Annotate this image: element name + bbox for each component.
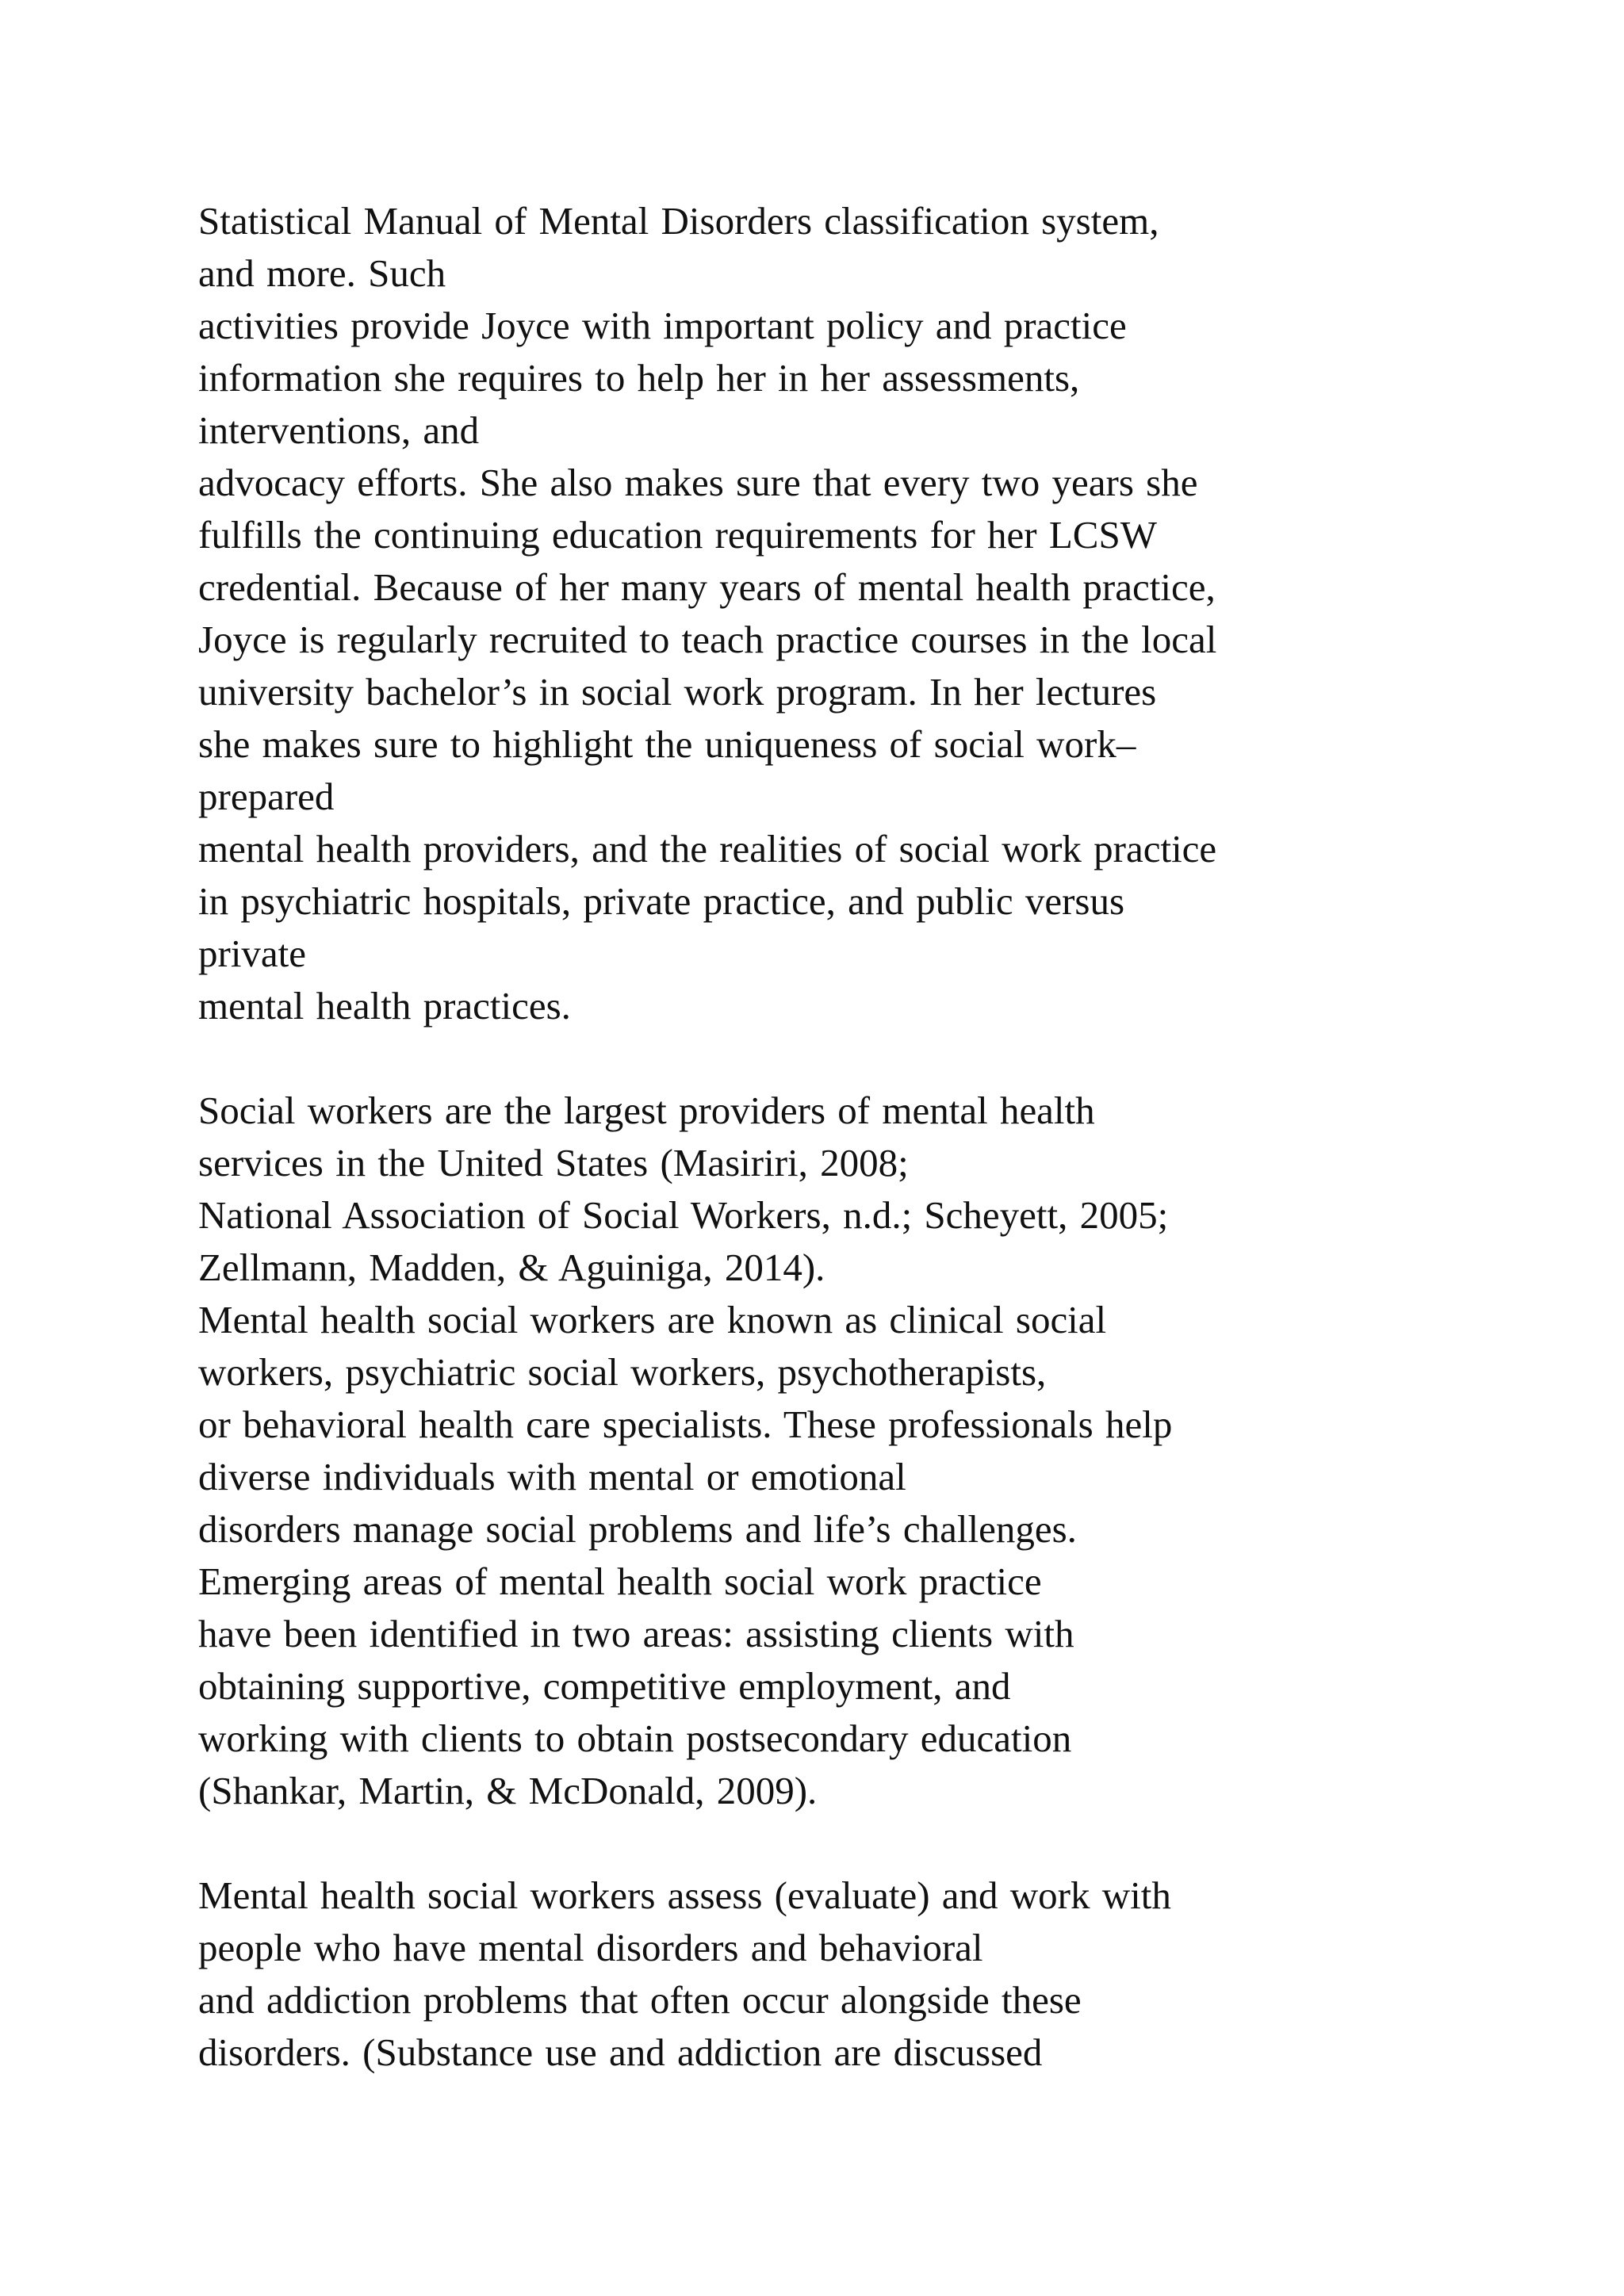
text-line: interventions, and bbox=[198, 408, 480, 452]
text-line: disorders. (Substance use and addiction are discussed bbox=[198, 2030, 1043, 2074]
text-line: Mental health social workers assess (evaluate) and work with bbox=[198, 1873, 1171, 1917]
text-line: obtaining supportive, competitive employment, and bbox=[198, 1664, 1011, 1708]
text-line: working with clients to obtain postsecondary education bbox=[198, 1716, 1072, 1760]
text-line: advocacy efforts. She also makes sure that every two years she bbox=[198, 461, 1198, 504]
text-line: (Shankar, Martin, & McDonald, 2009). bbox=[198, 1769, 818, 1812]
paragraph-gap bbox=[198, 1032, 1546, 1085]
paragraph-2 bbox=[198, 1085, 1546, 1817]
text-line: fulfills the continuing education requirements for her LCSW bbox=[198, 513, 1157, 557]
text-line: information she requires to help her in her assessments, bbox=[198, 356, 1080, 400]
text-line: diverse individuals with mental or emotional bbox=[198, 1455, 906, 1498]
text-line: Zellmann, Madden, & Aguiniga, 2014). bbox=[198, 1246, 825, 1289]
text-line: people who have mental disorders and behavioral bbox=[198, 1926, 983, 1969]
text-line: services in the United States (Masiriri, 2008; bbox=[198, 1141, 909, 1184]
paragraph-3 bbox=[198, 1869, 1546, 2079]
text-line: in psychiatric hospitals, private practice, and public versus bbox=[198, 879, 1125, 923]
text-line: mental health providers, and the realities of social work practice bbox=[198, 827, 1217, 871]
text-line: and addiction problems that often occur alongside these bbox=[198, 1978, 1082, 2022]
text-line: Joyce is regularly recruited to teach practice courses in the local bbox=[198, 618, 1217, 661]
text-line: private bbox=[198, 932, 307, 975]
text-line: Social workers are the largest providers of mental health bbox=[198, 1089, 1095, 1132]
text-line: or behavioral health care specialists. These professionals help bbox=[198, 1402, 1173, 1446]
text-line: disorders manage social problems and life’s challenges. bbox=[198, 1507, 1077, 1551]
text-line: she makes sure to highlight the uniqueness of social work– bbox=[198, 722, 1136, 766]
paragraph-1 bbox=[198, 195, 1546, 1032]
text-line: credential. Because of her many years of mental health practice, bbox=[198, 565, 1216, 609]
text-line: have been identified in two areas: assisting clients with bbox=[198, 1612, 1074, 1655]
text-line: mental health practices. bbox=[198, 984, 571, 1027]
text-line: university bachelor’s in social work program. In her lectures bbox=[198, 670, 1157, 714]
text-line: prepared bbox=[198, 775, 335, 818]
text-line: Mental health social workers are known as clinical social bbox=[198, 1298, 1107, 1341]
text-line: and more. Such bbox=[198, 251, 446, 295]
text-line: workers, psychiatric social workers, psychotherapists, bbox=[198, 1350, 1047, 1394]
text-line: activities provide Joyce with important policy and practice bbox=[198, 304, 1127, 347]
paragraph-gap bbox=[198, 1817, 1546, 1869]
text-line: Statistical Manual of Mental Disorders classification system, bbox=[198, 199, 1159, 243]
text-line: Emerging areas of mental health social work practice bbox=[198, 1559, 1042, 1603]
text-line: National Association of Social Workers, n.d.; Scheyett, 2005; bbox=[198, 1193, 1169, 1237]
body-text bbox=[198, 195, 1546, 2079]
